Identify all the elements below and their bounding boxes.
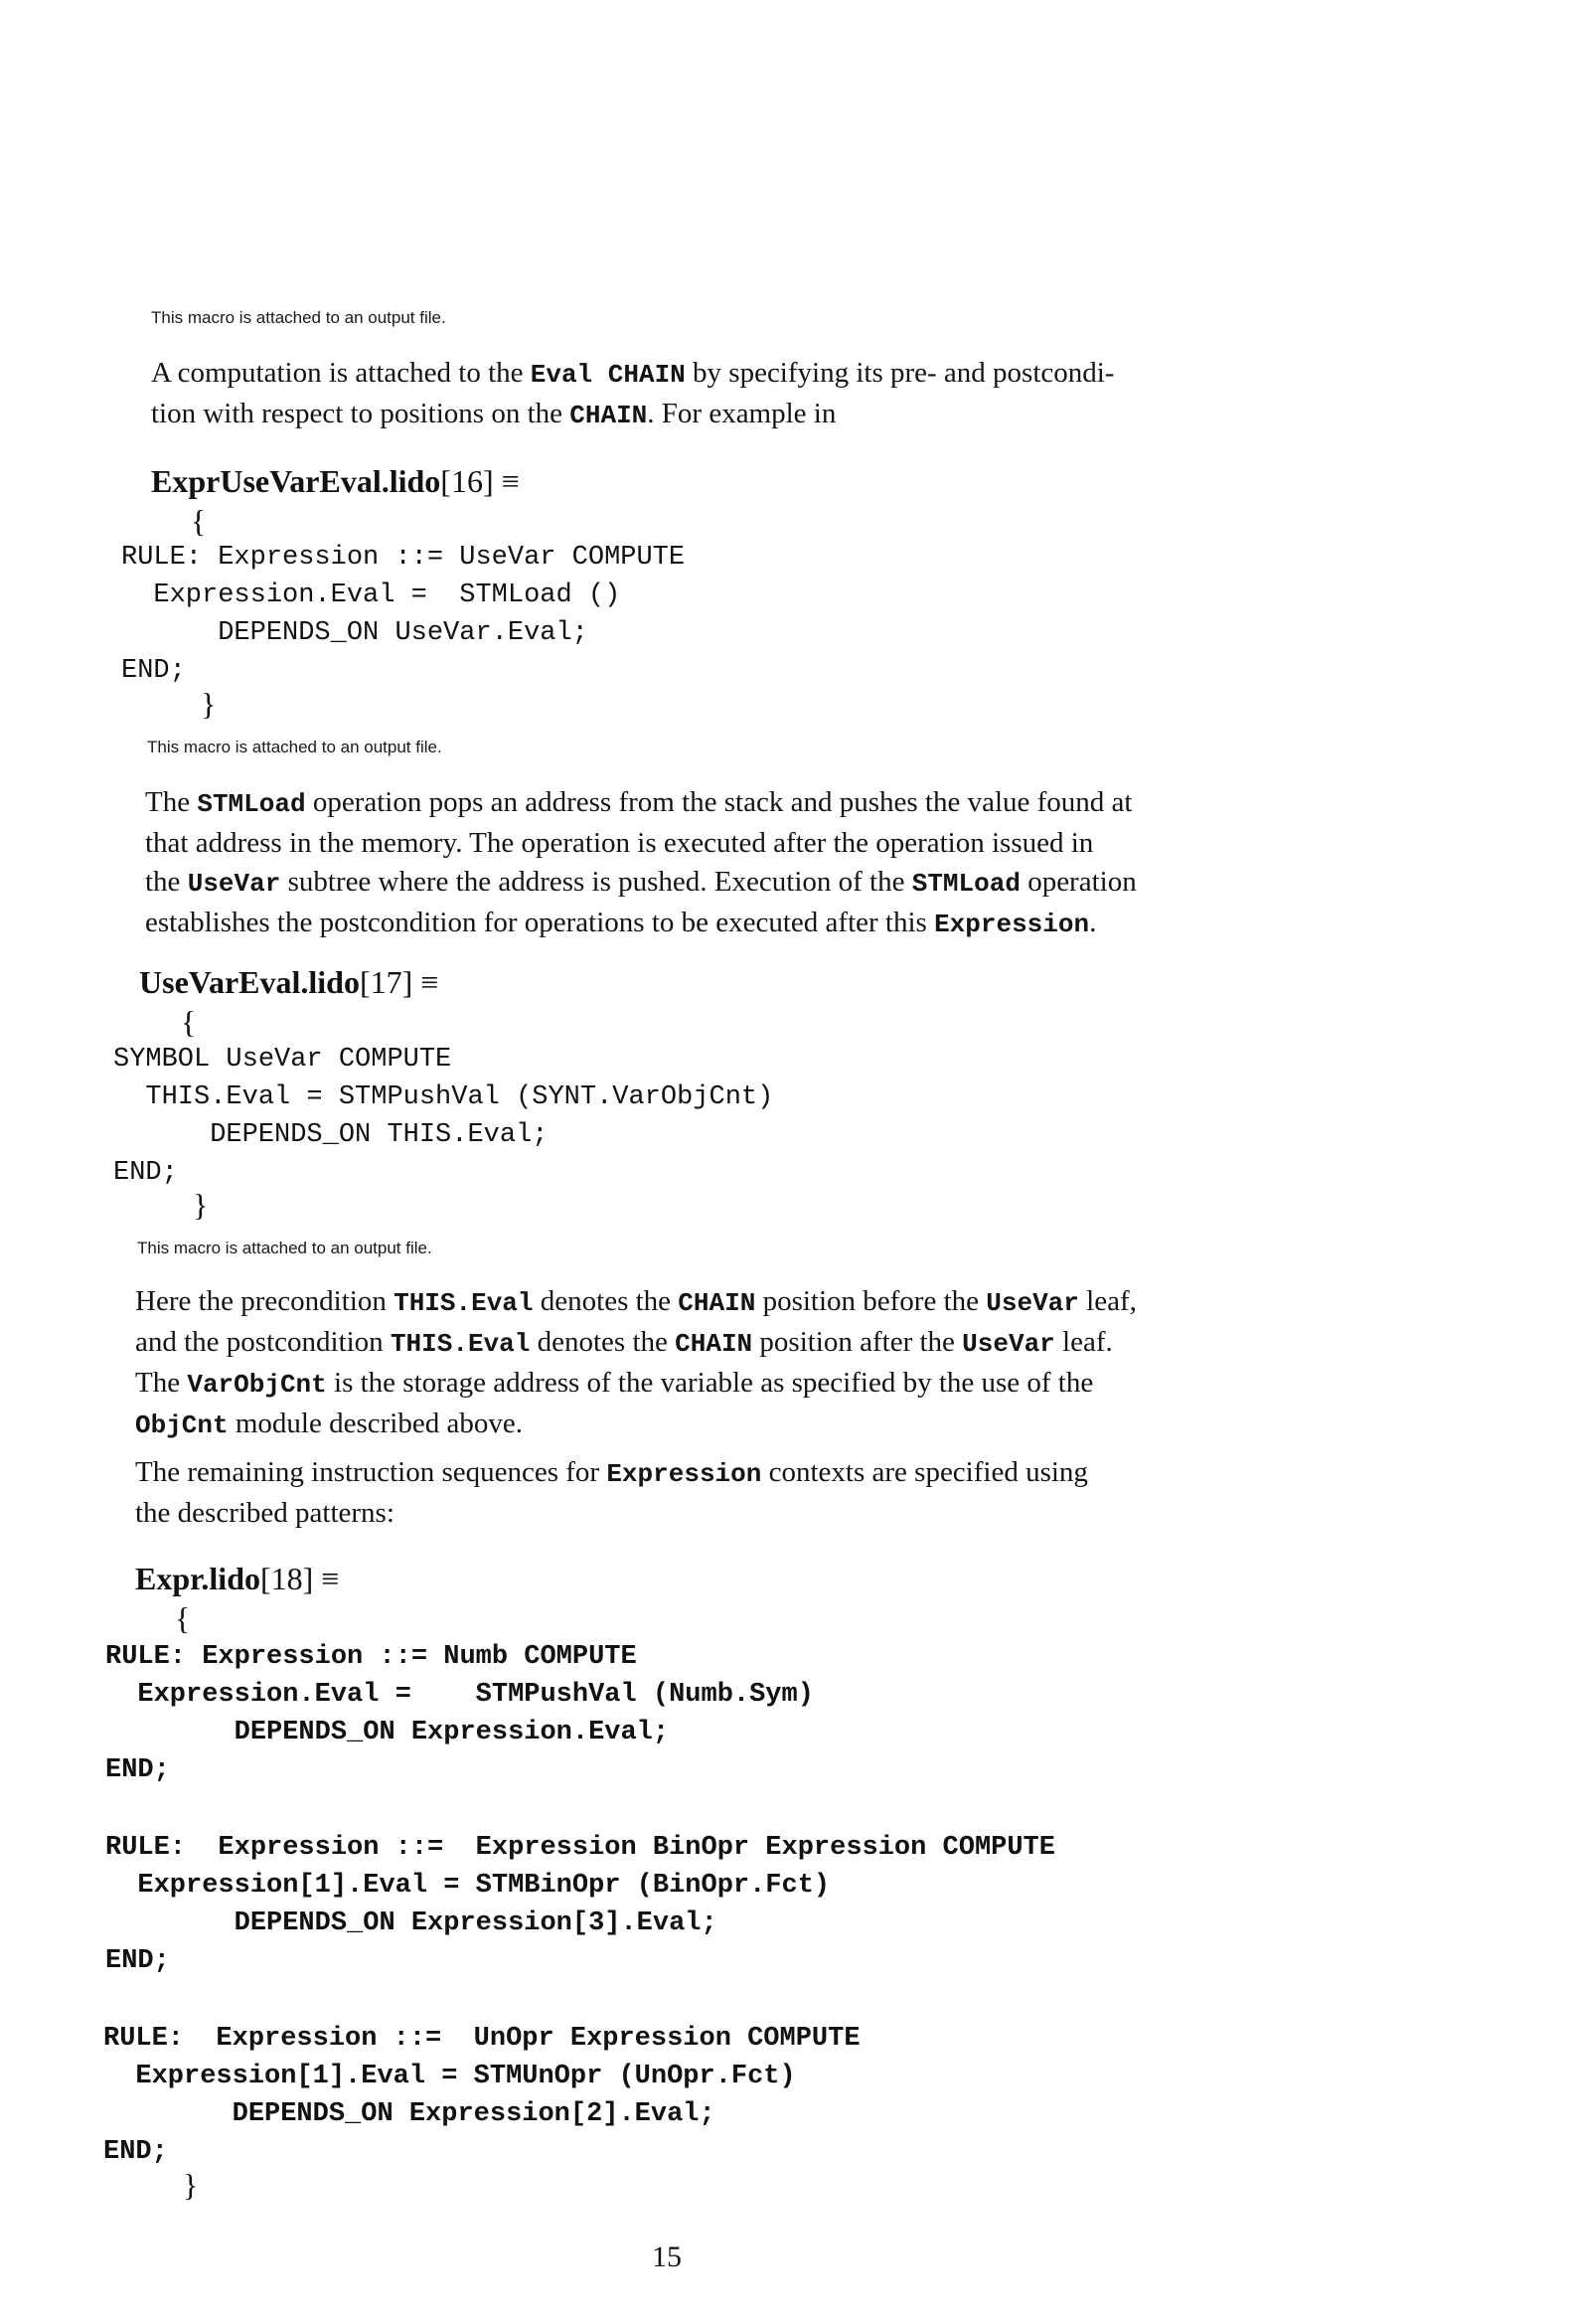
macro-note: This macro is attached to an output file. — [137, 1239, 432, 1257]
macro-heading-18: Expr.lido[18] ≡ — [135, 1561, 340, 1596]
page-number: 15 — [652, 2241, 682, 2273]
open-brace: { — [175, 1600, 191, 1636]
close-brace: } — [183, 2167, 199, 2203]
code-block-16: RULE: Expression ::= UseVar COMPUTE Expression.Eval = STMLoad () DEPENDS_ON UseVar.Eval; END; — [121, 543, 686, 686]
macro-note: This macro is attached to an output file. — [151, 308, 446, 327]
paragraph-chain-intro: A computation is attached to the Eval CHAIN by specifying its pre- and postcondi- tion with respect to positions on the CHAIN. For example in — [151, 357, 1115, 430]
code-block-18-unopr: RULE: Expression ::= UnOpr Expression COMPUTE Expression[1].Eval = STMUnOpr (UnOpr.Fct) DEPENDS_ON Expression[2].Eval; END; — [103, 2024, 861, 2167]
code-block-18-numb: RULE: Expression ::= Numb COMPUTE Expression.Eval = STMPushVal (Numb.Sym) DEPENDS_ON Expression.Eval; END; — [105, 1642, 814, 1785]
code-block-17: SYMBOL UseVar COMPUTE THIS.Eval = STMPushVal (SYNT.VarObjCnt) DEPENDS_ON THIS.Eval; END; — [113, 1045, 774, 1188]
paragraph-precondition: Here the precondition THIS.Eval denotes the CHAIN position before the UseVar leaf, and the postcondition THIS.Eval denotes the CHAIN position after the UseVar leaf. The VarObjCnt is the storage address of the variable as specified by the use of the ObjCnt module described above. — [135, 1285, 1137, 1440]
close-brace: } — [201, 686, 217, 722]
close-brace: } — [193, 1187, 209, 1223]
macro-heading-16: ExprUseVarEval.lido[16] ≡ — [151, 463, 520, 499]
open-brace: { — [181, 1004, 197, 1040]
open-brace: { — [191, 503, 207, 539]
macro-note: This macro is attached to an output file. — [147, 738, 442, 756]
paragraph-stmload: The STMLoad operation pops an address from the stack and pushes the value found at that address in the memory. The operation is executed after the operation issued in the UseVar subtree where the address is pushed. Execution of the STMLoad operation establishes the postcondition for operations to be executed after this Expression. — [145, 786, 1137, 939]
macro-heading-17: UseVarEval.lido[17] ≡ — [139, 964, 439, 1000]
paragraph-remaining: The remaining instruction sequences for Expression contexts are specified using the described patterns: — [135, 1456, 1088, 1529]
code-block-18-binopr: RULE: Expression ::= Expression BinOpr Expression COMPUTE Expression[1].Eval = STMBinOpr (BinOpr.Fct) DEPENDS_ON Expression[3].Eval; END; — [105, 1833, 1055, 1976]
